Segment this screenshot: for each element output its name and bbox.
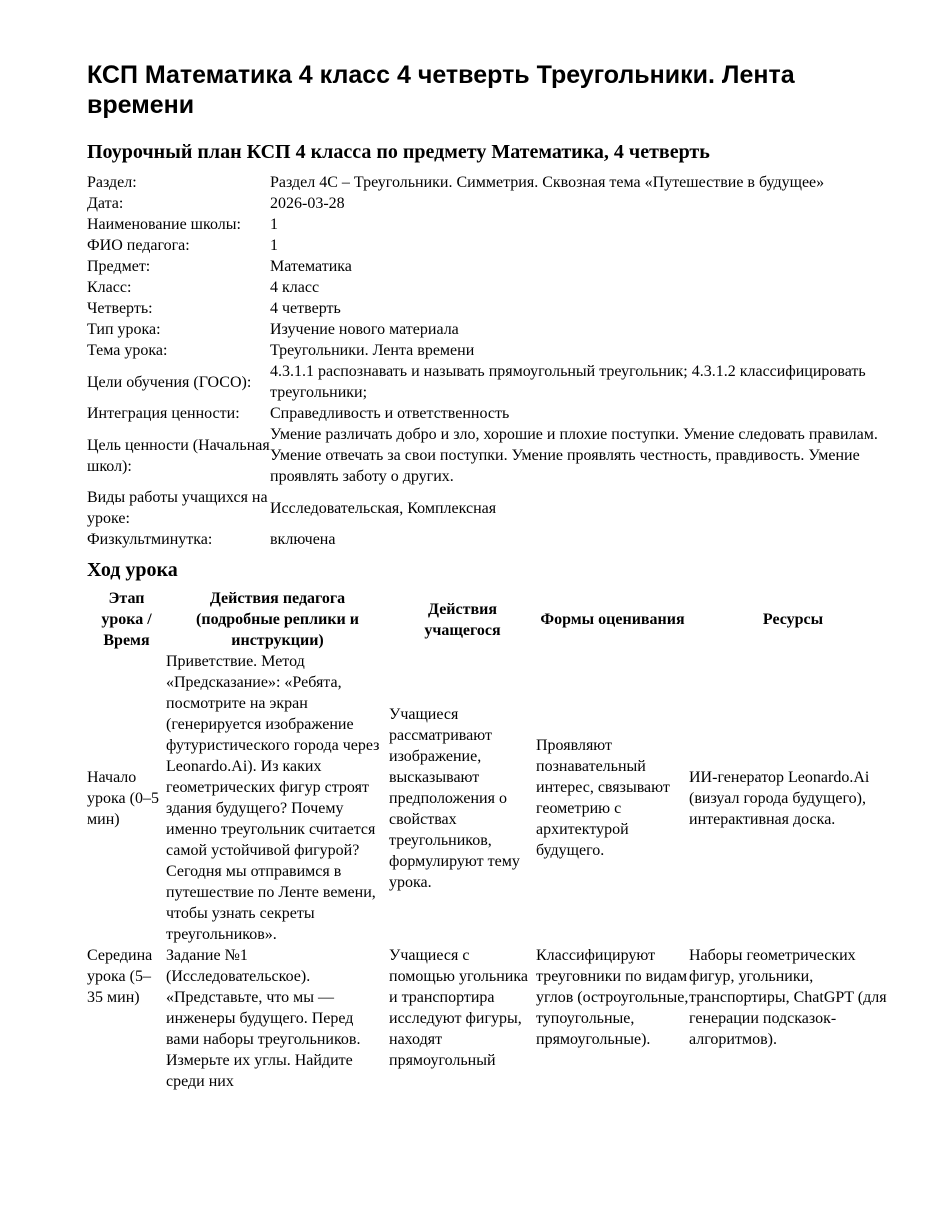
lesson-heading: Ход урока bbox=[87, 559, 178, 581]
info-row bbox=[87, 361, 897, 403]
cell-student: Учащиеся рассматривают изображение, высказывают предположения о свойствах треугольников, формулируют тему урока. bbox=[389, 705, 520, 891]
header-resources: Ресурсы bbox=[762, 611, 824, 628]
info-value: 4 четверть bbox=[270, 300, 341, 317]
info-value: Раздел 4С – Треугольники. Симметрия. Сквозная тема «Путешествие в будущее» bbox=[270, 174, 825, 191]
info-label: Дата: bbox=[87, 195, 124, 212]
cell-assessment: Проявляют познавательный интерес, связывают геометрию с архитектурой будущего. bbox=[536, 737, 670, 859]
info-label: Предмет: bbox=[87, 258, 151, 275]
lesson-table-header-row bbox=[87, 588, 897, 651]
header-assessment: Формы оценивания bbox=[540, 611, 685, 628]
document-page bbox=[87, 60, 897, 1092]
info-row bbox=[87, 487, 897, 529]
info-value: 4.3.1.1 распознавать и называть прямоугольный треугольник; 4.3.1.2 классифицировать треугольники; bbox=[270, 363, 866, 401]
info-row bbox=[87, 214, 897, 235]
info-row bbox=[87, 424, 897, 487]
info-label: ФИО педагога: bbox=[87, 237, 190, 254]
header-student: Действия учащегося bbox=[424, 600, 501, 639]
cell-stage: Середина урока (5–35 мин) bbox=[87, 947, 153, 1006]
info-row bbox=[87, 193, 897, 214]
info-label: Физкультминутка: bbox=[87, 531, 213, 548]
info-row bbox=[87, 256, 897, 277]
info-label: Цель ценности (Начальная школ): bbox=[87, 436, 270, 475]
document-subtitle: Поурочный план КСП 4 класса по предмету Математика, 4 четверть bbox=[87, 141, 710, 163]
info-value: 1 bbox=[270, 216, 278, 233]
info-row bbox=[87, 172, 897, 193]
info-row bbox=[87, 529, 897, 550]
info-row bbox=[87, 340, 897, 361]
header-stage: Этап урока / Время bbox=[101, 590, 152, 649]
info-row bbox=[87, 403, 897, 424]
cell-student: Учащиеся с помощью угольника и транспортира исследуют фигуры, находят прямоугольный bbox=[389, 947, 528, 1069]
info-label: Класс: bbox=[87, 279, 132, 296]
info-value: Треугольники. Лента времени bbox=[270, 342, 475, 359]
info-row bbox=[87, 298, 897, 319]
lesson-table bbox=[87, 588, 897, 1092]
info-value: 2026-03-28 bbox=[270, 195, 345, 212]
info-label: Раздел: bbox=[87, 174, 137, 191]
cell-stage: Начало урока (0–5 мин) bbox=[87, 768, 159, 828]
info-value: Изучение нового материала bbox=[270, 321, 459, 338]
info-row bbox=[87, 319, 897, 340]
info-value: 1 bbox=[270, 237, 278, 254]
info-value: 4 класс bbox=[270, 279, 320, 296]
info-value: Математика bbox=[270, 258, 352, 275]
info-value: Умение различать добро и зло, хорошие и плохие поступки. Умение следовать правилам. Умение отвечать за свои поступки. Умение проявлять честность, правдивость. Умение проявлять заботу о других. bbox=[270, 426, 878, 485]
info-row bbox=[87, 235, 897, 256]
info-label: Виды работы учащихся на уроке: bbox=[87, 489, 268, 527]
cell-assessment: Классифицируют треуговники по видам углов (остроугольные, тупоугольные, прямоугольные). bbox=[536, 947, 689, 1048]
info-label: Наименование школы: bbox=[87, 216, 241, 233]
cell-resources: ИИ-генератор Leonardo.Ai (визуал города будущего), интерактивная доска. bbox=[689, 768, 870, 828]
info-label: Интеграция ценности: bbox=[87, 405, 240, 422]
cell-teacher: Задание №1 (Исследовательское). «Представьте, что мы — инженеры будущего. Перед вами наборы треугольников. Измерьте их углы. Найдите среди них bbox=[166, 947, 361, 1090]
info-row bbox=[87, 277, 897, 298]
table-row bbox=[87, 651, 897, 945]
table-row bbox=[87, 945, 897, 1092]
header-teacher: Действия педагога (подробные реплики и инструкции) bbox=[196, 590, 359, 649]
info-label: Цели обучения (ГОСО): bbox=[87, 373, 252, 391]
info-label: Тип урока: bbox=[87, 321, 161, 338]
cell-resources: Наборы геометрических фигур, угольники, транспортиры, ChatGPT (для генерации подсказок-алгоритмов). bbox=[689, 947, 887, 1048]
info-value: включена bbox=[270, 531, 336, 548]
info-label: Тема урока: bbox=[87, 342, 168, 359]
info-value: Исследовательская, Комплексная bbox=[270, 499, 497, 517]
cell-teacher: Приветствие. Метод «Предсказание»: «Ребята, посмотрите на экран (генерируется изображение футуристического города через Leonardo.Ai). Из каких геометрических фигур строят здания будущего? Почему именно треугольник считается самой устойчивой фигурой? Сегодня мы отправимся в путешествие по Ленте вемени, чтобы узнать секреты треугольников». bbox=[166, 653, 380, 943]
info-table bbox=[87, 172, 897, 550]
info-value: Справедливость и ответственность bbox=[270, 405, 510, 422]
document-title: КСП Математика 4 класс 4 четверть Треугольники. Лента времени bbox=[87, 61, 795, 119]
info-label: Четверть: bbox=[87, 300, 153, 317]
